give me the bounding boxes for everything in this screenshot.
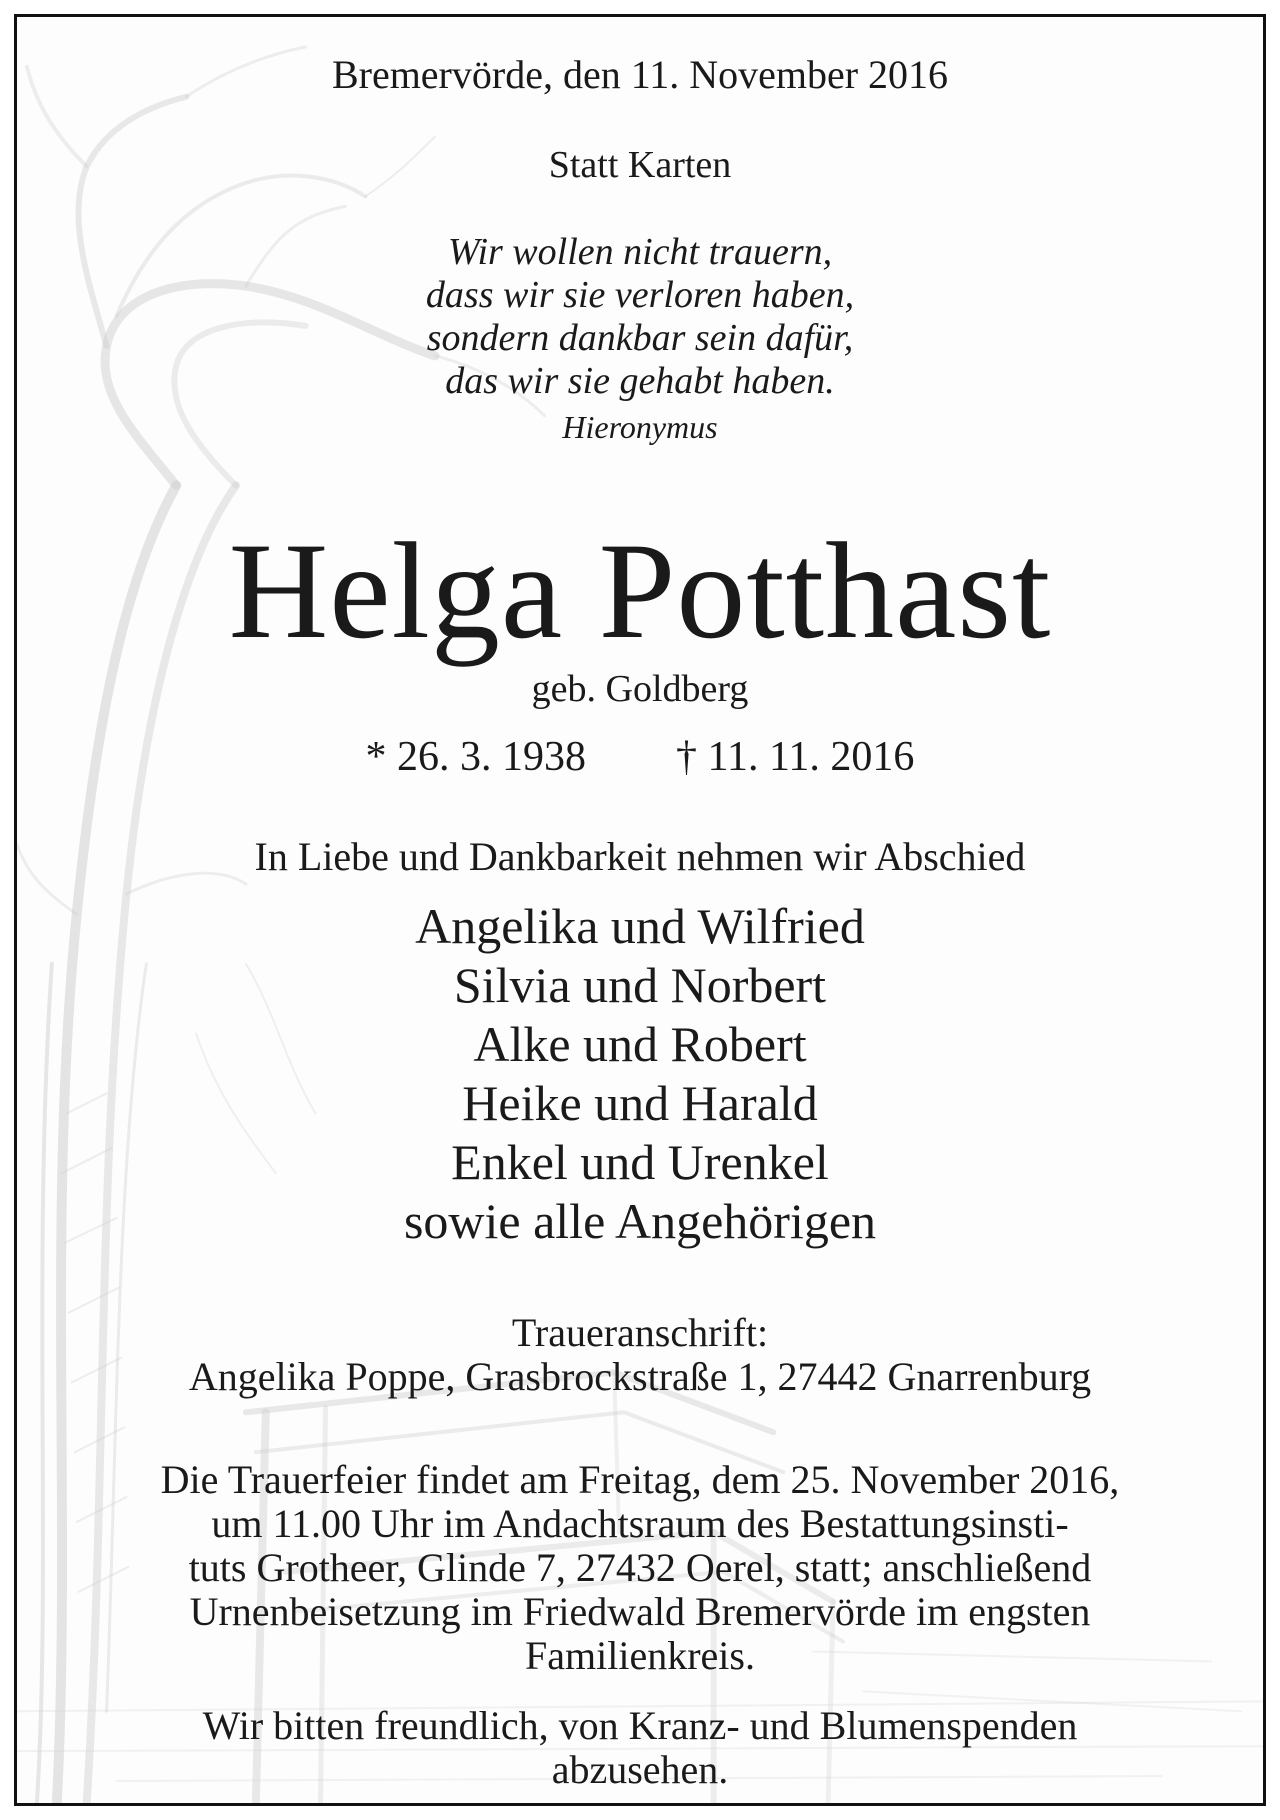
birth-date: * 26. 3. 1938 bbox=[365, 734, 587, 780]
poem-line: Wir wollen nicht trauern, bbox=[447, 231, 833, 273]
ceremony-line: Familienkreis. bbox=[525, 1633, 755, 1678]
place-date: Bremervörde, den 11. November 2016 bbox=[331, 52, 949, 97]
ceremony-info bbox=[57, 1458, 1223, 1678]
mourner: Alke und Robert bbox=[473, 1016, 807, 1072]
ceremony-line: Urnenbeisetzung im Friedwald Bremervörde im engsten bbox=[189, 1589, 1091, 1634]
memorial-poem bbox=[57, 231, 1223, 451]
life-dates bbox=[17, 733, 1263, 781]
farewell-intro: In Liebe und Dankbarkeit nehmen wir Abschied bbox=[254, 834, 1026, 879]
poem-author: Hieronymus bbox=[562, 409, 718, 445]
mourning-address: Angelika Poppe, Grasbrockstraße 1, 27442 Gnarrenburg bbox=[188, 1354, 1092, 1399]
address-label: Traueranschrift: bbox=[511, 1310, 769, 1355]
mourner: sowie alle Angehörigen bbox=[403, 1193, 877, 1249]
deceased-name: Helga Potthast bbox=[228, 514, 1052, 667]
statt-karten: Statt Karten bbox=[548, 144, 732, 186]
mourner: Heike und Harald bbox=[462, 1075, 818, 1131]
mourner: Silvia und Norbert bbox=[453, 957, 827, 1013]
ceremony-line: um 11.00 Uhr im Andachtsraum des Bestattungsinsti- bbox=[211, 1501, 1069, 1546]
mourners-list bbox=[57, 897, 1223, 1251]
mourner: Enkel und Urenkel bbox=[451, 1134, 829, 1190]
poem-line: sondern dankbar sein dafür, bbox=[426, 317, 854, 359]
poem-line: dass wir sie verloren haben, bbox=[425, 274, 855, 316]
maiden-name: geb. Goldberg bbox=[531, 668, 749, 710]
obituary-content bbox=[17, 17, 1263, 1803]
note-line: abzusehen. bbox=[551, 1747, 729, 1792]
mourner: Angelika und Wilfried bbox=[415, 898, 865, 954]
obituary-frame bbox=[14, 14, 1266, 1806]
death-date: † 11. 11. 2016 bbox=[676, 734, 915, 780]
flowers-note bbox=[57, 1704, 1223, 1792]
poem-line: das wir sie gehabt haben. bbox=[445, 360, 835, 402]
note-line: Wir bitten freundlich, von Kranz- und Blumenspenden bbox=[202, 1703, 1078, 1748]
ceremony-line: Die Trauerfeier findet am Freitag, dem 25. November 2016, bbox=[160, 1457, 1120, 1502]
ceremony-line: tuts Grotheer, Glinde 7, 27432 Oerel, statt; anschließend bbox=[188, 1545, 1092, 1590]
